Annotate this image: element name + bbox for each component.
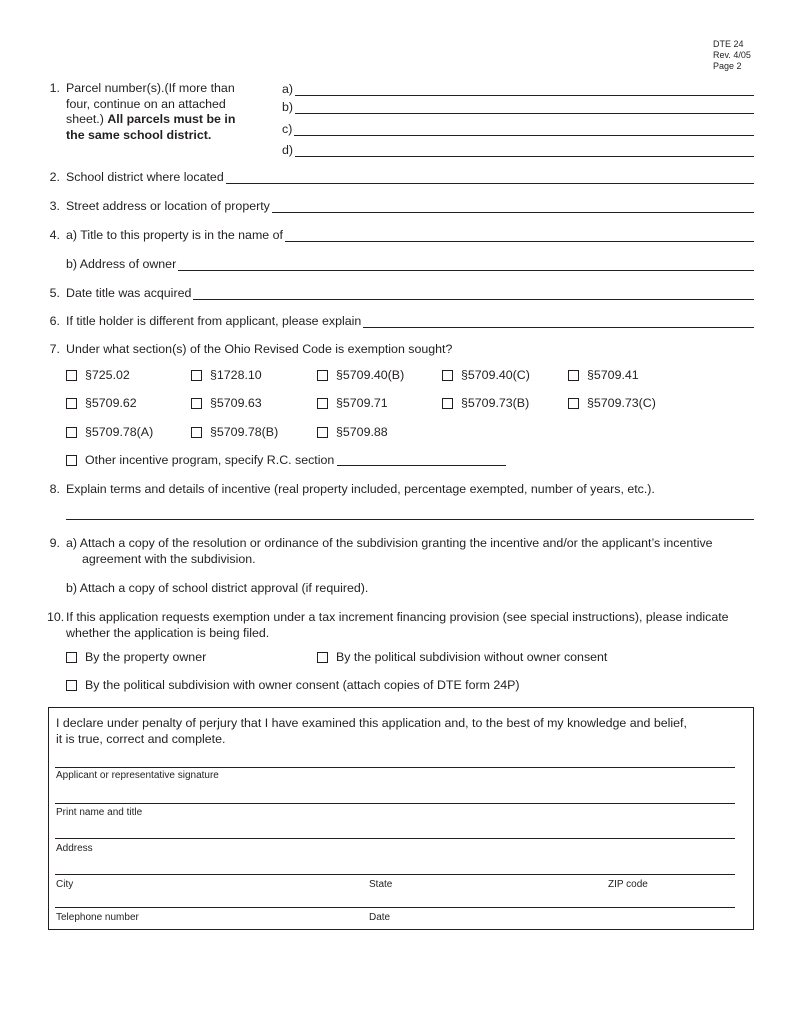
checkbox-box[interactable] xyxy=(568,370,579,381)
checkbox-subdivision-without-consent[interactable] xyxy=(317,649,607,665)
q8-number: 8. xyxy=(49,482,60,496)
checkbox-label: §5709.78(B) xyxy=(210,425,279,439)
state-label: State xyxy=(369,879,393,890)
parcel-a-field[interactable] xyxy=(295,83,754,96)
checkbox-box[interactable] xyxy=(66,652,77,663)
city-state-zip-field[interactable] xyxy=(55,874,735,875)
page-number: Page 2 xyxy=(713,61,742,71)
title-name-field[interactable] xyxy=(285,229,754,242)
date-acquired-row[interactable] xyxy=(66,284,754,300)
q7-label: Under what section(s) of the Ohio Revised Code is exemption sought? xyxy=(66,342,453,356)
q8-label: Explain terms and details of incentive (real property included, percentage exempted, number of years, etc.). xyxy=(66,482,655,496)
checkbox-box[interactable] xyxy=(66,398,77,409)
date-acquired-label: Date title was acquired xyxy=(66,286,192,300)
checkbox-label: §5709.63 xyxy=(210,396,262,410)
title-holder-label: If title holder is different from applicant, please explain xyxy=(66,314,362,328)
owner-address-field[interactable] xyxy=(178,258,754,271)
checkbox-box[interactable] xyxy=(191,370,202,381)
title-name-row[interactable] xyxy=(66,226,754,242)
checkbox-other-incentive[interactable] xyxy=(66,452,506,468)
checkbox-label: §5709.88 xyxy=(336,425,388,439)
checkbox-label: §725.02 xyxy=(85,368,130,382)
q5-number: 5. xyxy=(49,286,60,300)
parcel-c-label: c) xyxy=(282,122,293,136)
checkbox-box[interactable] xyxy=(442,370,453,381)
checkbox-5709-78b[interactable] xyxy=(191,424,278,440)
date-acquired-field[interactable] xyxy=(193,287,754,300)
parcel-d-label: d) xyxy=(282,143,294,157)
parcel-number-c[interactable] xyxy=(282,120,754,136)
checkbox-box[interactable] xyxy=(191,427,202,438)
checkbox-box[interactable] xyxy=(317,370,328,381)
parcel-a-label: a) xyxy=(282,82,294,96)
checkbox-label: By the political subdivision with owner consent (attach copies of DTE form 24P) xyxy=(85,678,520,692)
checkbox-box[interactable] xyxy=(317,652,328,663)
parcel-c-field[interactable] xyxy=(294,123,754,136)
parcel-number-b[interactable] xyxy=(282,98,754,114)
q1-label-line4: the same school district. xyxy=(66,128,212,142)
owner-address-row[interactable] xyxy=(66,255,754,271)
address-field[interactable] xyxy=(55,838,735,839)
checkbox-5709-41[interactable] xyxy=(568,367,639,383)
checkbox-5709-63[interactable] xyxy=(191,395,262,411)
print-name-label: Print name and title xyxy=(56,807,143,818)
form-revision: Rev. 4/05 xyxy=(713,50,751,60)
phone-label: Telephone number xyxy=(56,912,139,923)
q4-number: 4. xyxy=(49,228,60,242)
form-id: DTE 24 xyxy=(713,39,744,49)
checkbox-5709-78a[interactable] xyxy=(66,424,153,440)
q6-number: 6. xyxy=(49,314,60,328)
checkbox-label: Other incentive program, specify R.C. section xyxy=(85,453,335,467)
q1-label-line1: Parcel number(s).(If more than xyxy=(66,81,235,95)
q9b-label: b) Attach a copy of school district approval (if required). xyxy=(66,581,369,595)
checkbox-box[interactable] xyxy=(66,680,77,691)
checkbox-box[interactable] xyxy=(317,398,328,409)
declaration-text-line1: I declare under penalty of perjury that I have examined this application and, to the best of my knowledge and belief, xyxy=(56,716,687,730)
parcel-b-field[interactable] xyxy=(295,101,754,114)
q10-line2: whether the application is being filed. xyxy=(66,626,270,640)
q2-number: 2. xyxy=(49,170,60,184)
checkbox-label: §5709.73(C) xyxy=(587,396,656,410)
incentive-details-field[interactable] xyxy=(66,519,754,520)
date-label: Date xyxy=(369,912,391,923)
checkbox-box[interactable] xyxy=(442,398,453,409)
q1-label-line3-normal: sheet.) xyxy=(66,112,108,126)
zip-label: ZIP code xyxy=(608,879,648,890)
q10-line1: If this application requests exemption under a tax increment financing provision (see special instructions), please indicate xyxy=(66,610,729,624)
checkbox-box[interactable] xyxy=(191,398,202,409)
checkbox-label: §5709.41 xyxy=(587,368,639,382)
school-district-label: School district where located xyxy=(66,170,224,184)
checkbox-1728-10[interactable] xyxy=(191,367,262,383)
checkbox-label: §5709.40(B) xyxy=(336,368,405,382)
street-address-label: Street address or location of property xyxy=(66,199,270,213)
declaration-text-line2: it is true, correct and complete. xyxy=(56,732,226,746)
street-address-field[interactable] xyxy=(272,200,754,213)
signature-label: Applicant or representative signature xyxy=(56,770,219,781)
q1-label-line3 xyxy=(66,112,235,126)
declaration-box xyxy=(48,707,754,930)
school-district-field[interactable] xyxy=(226,171,754,184)
title-holder-field[interactable] xyxy=(363,315,754,328)
q1-label-line2: four, continue on an attached xyxy=(66,97,226,111)
q3-number: 3. xyxy=(49,199,60,213)
checkbox-5709-40c[interactable] xyxy=(442,367,530,383)
q9-number: 9. xyxy=(49,536,60,550)
checkbox-label: §5709.71 xyxy=(336,396,388,410)
checkbox-5709-88[interactable] xyxy=(317,424,388,440)
checkbox-subdivision-with-consent[interactable] xyxy=(66,677,520,693)
parcel-number-d[interactable] xyxy=(282,141,754,157)
q9a-line1: a) Attach a copy of the resolution or ordinance of the subdivision granting the incentive and/or the applicant’s incentive xyxy=(66,536,713,550)
checkbox-label: §5709.62 xyxy=(85,396,137,410)
checkbox-label: §5709.73(B) xyxy=(461,396,530,410)
school-district-row[interactable] xyxy=(66,168,754,184)
checkbox-box[interactable] xyxy=(568,398,579,409)
checkbox-5709-62[interactable] xyxy=(66,395,137,411)
title-holder-row[interactable] xyxy=(66,312,754,328)
title-name-label: a) Title to this property is in the name of xyxy=(66,228,283,242)
street-address-row[interactable] xyxy=(66,197,754,213)
parcel-d-field[interactable] xyxy=(295,144,754,157)
checkbox-box[interactable] xyxy=(317,427,328,438)
address-label: Address xyxy=(56,843,93,854)
phone-date-field[interactable] xyxy=(55,907,735,908)
parcel-number-a[interactable] xyxy=(282,80,754,96)
q1-number: 1. xyxy=(49,81,60,95)
checkbox-box[interactable] xyxy=(66,455,77,466)
q9a-line2: agreement with the subdivision. xyxy=(82,552,256,566)
q10-number: 10. xyxy=(47,610,65,624)
checkbox-by-property-owner[interactable] xyxy=(66,649,206,665)
checkbox-5709-73c[interactable] xyxy=(568,395,656,411)
checkbox-label: §1728.10 xyxy=(210,368,262,382)
signature-field[interactable] xyxy=(55,767,735,768)
checkbox-5709-73b[interactable] xyxy=(442,395,529,411)
city-label: City xyxy=(56,879,74,890)
checkbox-725-02[interactable] xyxy=(66,367,130,383)
checkbox-label: §5709.78(A) xyxy=(85,425,154,439)
checkbox-label: By the political subdivision without owner consent xyxy=(336,650,608,664)
parcel-b-label: b) xyxy=(282,100,294,114)
checkbox-label: By the property owner xyxy=(85,650,207,664)
other-section-field[interactable] xyxy=(337,454,506,466)
print-name-field[interactable] xyxy=(55,803,735,804)
q1-label-line3-bold: All parcels must be in xyxy=(107,112,236,126)
checkbox-label: §5709.40(C) xyxy=(461,368,530,382)
q7-number: 7. xyxy=(49,342,60,356)
checkbox-5709-40b[interactable] xyxy=(317,367,404,383)
checkbox-box[interactable] xyxy=(66,370,77,381)
checkbox-5709-71[interactable] xyxy=(317,395,388,411)
owner-address-label: b) Address of owner xyxy=(66,257,177,271)
checkbox-box[interactable] xyxy=(66,427,77,438)
